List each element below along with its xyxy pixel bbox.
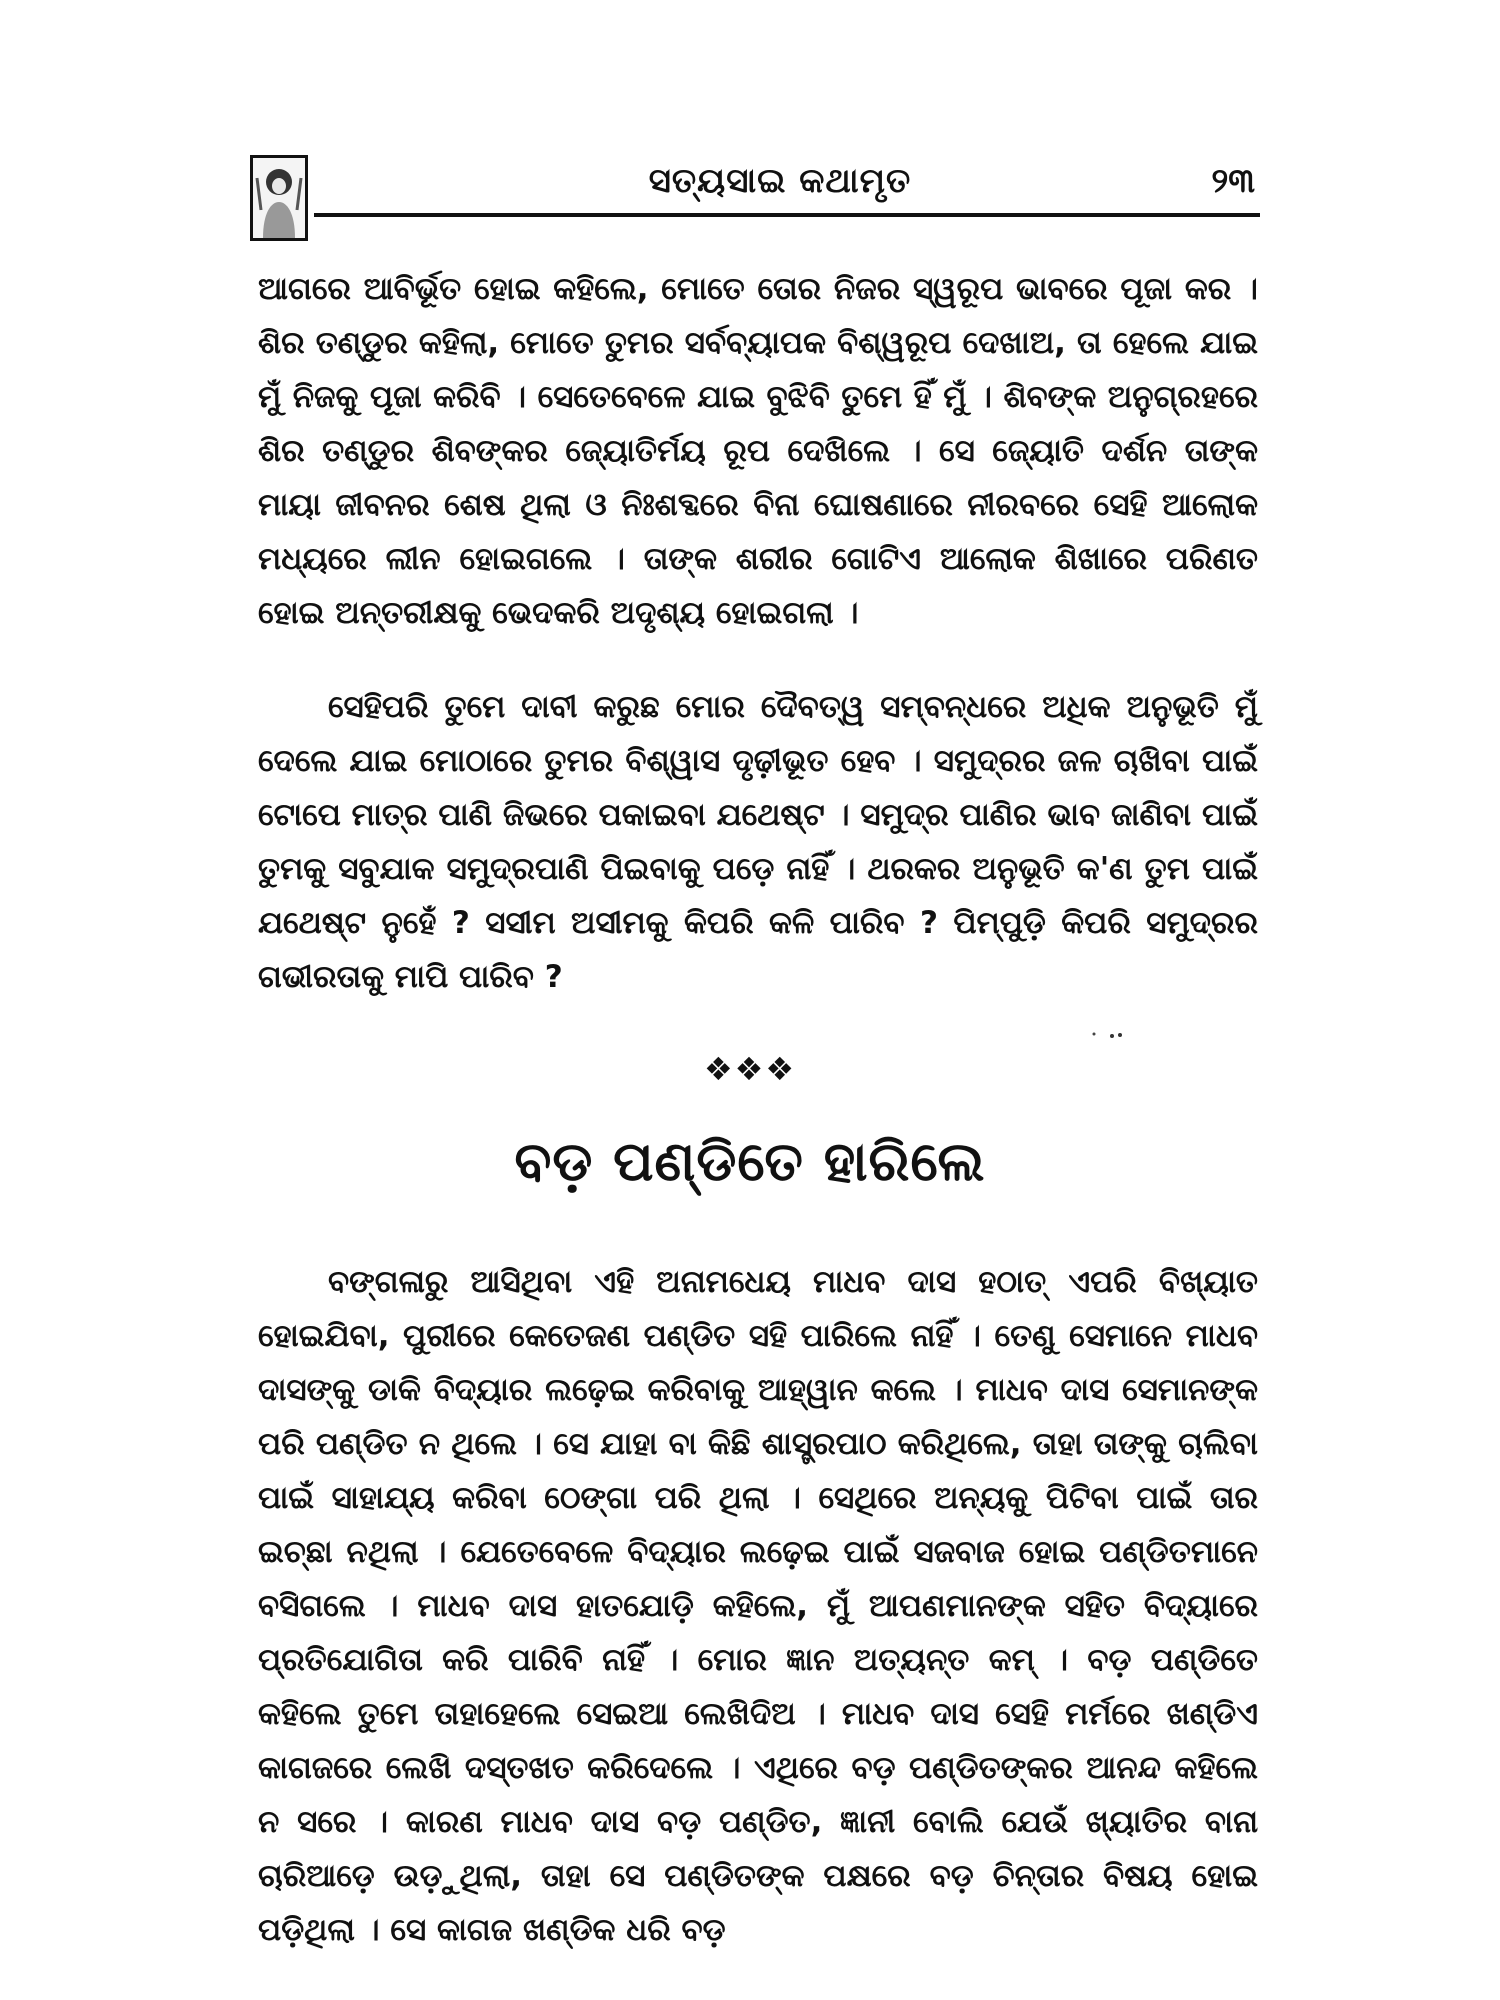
- print-speck: [1090, 1030, 1134, 1040]
- ornament-icon: ❖❖❖: [703, 1050, 797, 1088]
- page-number: ୨୩: [1211, 161, 1255, 201]
- paragraph-2: ସେହିପରି ତୁମେ ଦାବୀ କରୁଛ ମୋର ଦୈବତ୍ୱ ସମ୍ବନ୍ଧରେ ଅଧିକ ଅନୁଭୂତି ମୁଁ ଦେଲେ ଯାଇ ମୋଠାରେ ତୁମର ବିଶ୍ୱାସ ଦୃଢ଼ୀଭୂତ ହେବ । ସମୁଦ୍ରର ଜଳ ଚାଖିବା ପାଇଁ ଟୋପେ ମାତ୍ର ପାଣି ଜିଭରେ ପକାଇବା ଯଥେଷ୍ଟ । ସମୁଦ୍ର ପାଣିର ଭାବ ଜାଣିବା ପାଇଁ ତୁମକୁ ସବୁଯାକ ସମୁଦ୍ରପାଣି ପିଇବାକୁ ପଡ଼େ ନାହିଁ । ଥରକର ଅନୁଭୂତି କ'ଣ ତୁମ ପାଇଁ ଯଥେଷ୍ଟ ନୁହେଁ ? ସସୀମ ଅସୀମକୁ କିପରି କଳି ପାରିବ ? ପିମ୍ପୁଡ଼ି କିପରି ସମୁଦ୍ରର ଗଭୀରତାକୁ ମାପି ପାରିବ ?: [258, 689, 1258, 995]
- portrait-sketch: [253, 158, 305, 238]
- paragraph-1: ଆଗରେ ଆବିର୍ଭୂତ ହୋଇ କହିଲେ, ମୋତେ ତୋର ନିଜର ସ୍ୱରୂପ ଭାବରେ ପୂଜା କର । ଶିର ତଣ୍ଡୁର କହିଲା, ମୋତେ ତୁମର ସର୍ବବ୍ୟାପକ ବିଶ୍ୱରୂପ ଦେଖାଅ, ତା ହେଲେ ଯାଇ ମୁଁ ନିଜକୁ ପୂଜା କରିବି । ସେତେବେଳେ ଯାଇ ବୁଝିବି ତୁମେ ହିଁ ମୁଁ । ଶିବଙ୍କ ଅନୁଗ୍ରହରେ ଶିର ତଣ୍ଡୁର ଶିବଙ୍କର ଜ୍ୟୋତିର୍ମୟ ରୂପ ଦେଖିଲେ । ସେ ଜ୍ୟୋତି ଦର୍ଶନ ତାଙ୍କ ମାୟା ଜୀବନର ଶେଷ ଥିଲା ଓ ନିଃଶବ୍ଦରେ ବିନା ଘୋଷଣାରେ ନୀରବରେ ସେହି ଆଲୋକ ମଧ୍ୟରେ ଲୀନ ହୋଇଗଲେ । ତାଙ୍କ ଶରୀର ଗୋଟିଏ ଆଲୋକ ଶିଖାରେ ପରିଣତ ହୋଇ ଅନ୍ତରୀକ୍ଷକୁ ଭେଦକରି ଅଦୃଶ୍ୟ ହୋଇଗଲା ।: [258, 271, 1258, 631]
- section-title: ବଡ଼ ପଣ୍ଡିତେ ହାରିଲେ: [514, 1130, 986, 1193]
- paragraph-3: ବଙ୍ଗଳାରୁ ଆସିଥିବା ଏହି ଅନାମଧେୟ ମାଧବ ଦାସ ହଠାତ୍ ଏପରି ବିଖ୍ୟାତ ହୋଇଯିବା, ପୁରୀରେ କେତେଜଣ ପଣ୍ଡିତ ସହି ପାରିଲେ ନାହିଁ । ତେଣୁ ସେମାନେ ମାଧବ ଦାସଙ୍କୁ ଡାକି ବିଦ୍ୟାର ଲଢ଼େଇ କରିବାକୁ ଆହ୍ୱାନ କଲେ । ମାଧବ ଦାସ ସେମାନଙ୍କ ପରି ପଣ୍ଡିତ ନ ଥିଲେ । ସେ ଯାହା ବା କିଛି ଶାସ୍ତ୍ରପାଠ କରିଥିଲେ, ତାହା ତାଙ୍କୁ ଚାଲିବା ପାଇଁ ସାହାଯ୍ୟ କରିବା ଠେଙ୍ଗା ପରି ଥିଲା । ସେଥିରେ ଅନ୍ୟକୁ ପିଟିବା ପାଇଁ ତାର ଇଚ୍ଛା ନଥିଲା । ଯେତେବେଳେ ବିଦ୍ୟାର ଲଢ଼େଇ ପାଇଁ ସଜବାଜ ହୋଇ ପଣ୍ଡିତମାନେ ବସିଗଲେ । ମାଧବ ଦାସ ହାତଯୋଡ଼ି କହିଲେ, ମୁଁ ଆପଣମାନଙ୍କ ସହିତ ବିଦ୍ୟାରେ ପ୍ରତିଯୋଗିତା କରି ପାରିବି ନାହିଁ । ମୋର ଜ୍ଞାନ ଅତ୍ୟନ୍ତ କମ୍ । ବଡ଼ ପଣ୍ଡିତେ କହିଲେ ତୁମେ ତାହାହେଲେ ସେଇଆ ଲେଖିଦିଅ । ମାଧବ ଦାସ ସେହି ମର୍ମରେ ଖଣ୍ଡିଏ କାଗଜରେ ଲେଖି ଦସ୍ତଖତ କରିଦେଲେ । ଏଥିରେ ବଡ଼ ପଣ୍ଡିତଙ୍କର ଆନନ୍ଦ କହିଲେ ନ ସରେ । କାରଣ ମାଧବ ଦାସ ବଡ଼ ପଣ୍ଡିତ, ଜ୍ଞାନୀ ବୋଲି ଯେଉଁ ଖ୍ୟାତିର ବାନା ଚାରିଆଡ଼େ ଉଡ଼ୁଥିଲା, ତାହା ସେ ପଣ୍ଡିତଙ୍କ ପକ୍ଷରେ ବଡ଼ ଚିନ୍ତାର ବିଷୟ ହୋଇ ପଡ଼ିଥିଲା । ସେ କାଗଜ ଖଣ୍ଡିକ ଧରି ବଡ଼: [258, 1264, 1259, 1948]
- portrait-icon: [250, 155, 308, 241]
- running-title: ସତ୍ୟସାଇ କଥାମୃତ: [648, 161, 912, 201]
- page-header: [250, 155, 1260, 245]
- header-rule: [314, 213, 1260, 217]
